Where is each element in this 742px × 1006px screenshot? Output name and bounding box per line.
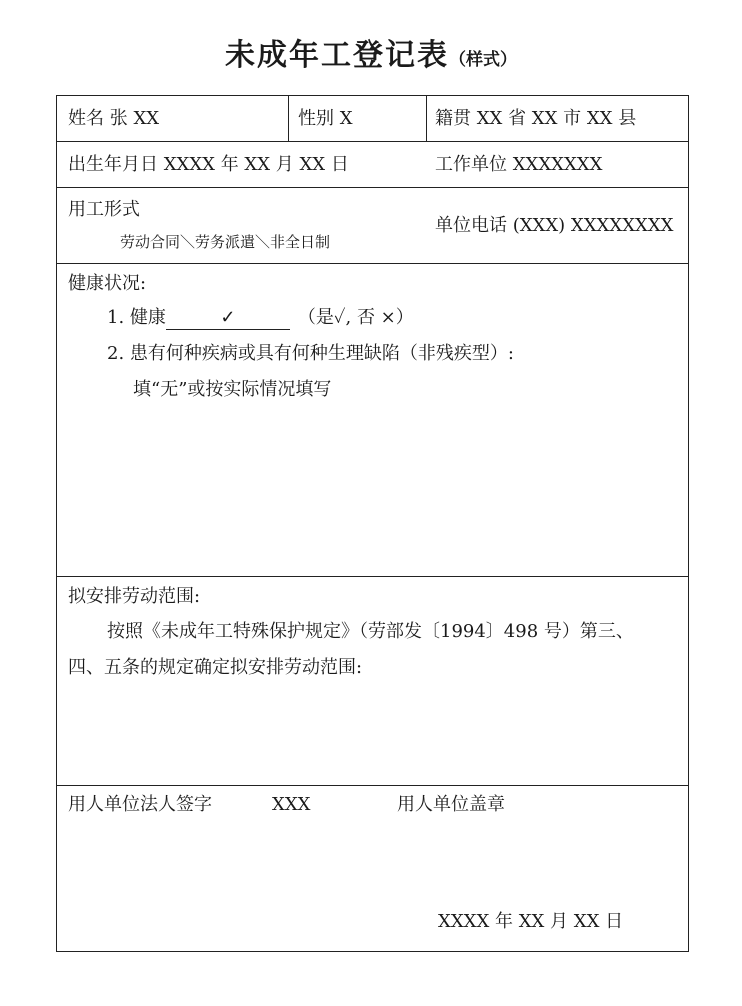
- row-divider: [57, 785, 688, 786]
- legal-rep-signature-value: XXX: [272, 794, 311, 815]
- form-subtitle: （样式）: [449, 50, 517, 70]
- health-item-2: 2. 患有何种疾病或具有何种生理缺陷（非残疾型）:: [107, 343, 514, 364]
- signature-date: XXXX 年 XX 月 XX 日: [438, 911, 624, 932]
- work-scope-label: 拟安排劳动范围:: [68, 586, 201, 607]
- form-title: 未成年工登记表: [225, 38, 449, 73]
- registration-form: [56, 95, 689, 952]
- health-item-1-label: 1. 健康: [107, 307, 166, 328]
- birth-date-field: 出生年月日 XXXX 年 XX 月 XX 日: [68, 154, 349, 175]
- health-label: 健康状况:: [68, 273, 147, 294]
- health-check-value: ✓: [166, 307, 290, 330]
- work-scope-line-2: 四、五条的规定确定拟安排劳动范围:: [68, 657, 363, 678]
- name-field: 姓名 张 XX: [68, 108, 160, 129]
- health-item-1: [107, 307, 414, 330]
- employer-phone-field: 单位电话 (XXX) XXXXXXXX: [435, 215, 674, 236]
- gender-field: 性别 X: [298, 108, 353, 129]
- column-divider: [426, 96, 427, 141]
- employer-field: 工作单位 XXXXXXX: [435, 154, 603, 175]
- row-divider: [57, 141, 688, 142]
- employment-type-options: 劳动合同＼劳务派遣＼非全日制: [120, 233, 331, 251]
- column-divider: [288, 96, 289, 141]
- legal-rep-signature-label: 用人单位法人签字: [68, 794, 212, 815]
- health-item-2-hint: 填“无”或按实际情况填写: [133, 379, 332, 400]
- page-title: [0, 30, 742, 74]
- origin-field: 籍贯 XX 省 XX 市 XX 县: [435, 108, 637, 129]
- row-divider: [57, 263, 688, 264]
- company-seal-label: 用人单位盖章: [397, 794, 505, 815]
- employment-type-label: 用工形式: [68, 199, 140, 220]
- row-divider: [57, 576, 688, 577]
- row-divider: [57, 187, 688, 188]
- health-item-1-hint: （是✓, 否 ×）: [297, 307, 414, 328]
- work-scope-line-1: 按照《未成年工特殊保护规定》（劳部发〔1994〕498 号）第三、: [107, 621, 634, 642]
